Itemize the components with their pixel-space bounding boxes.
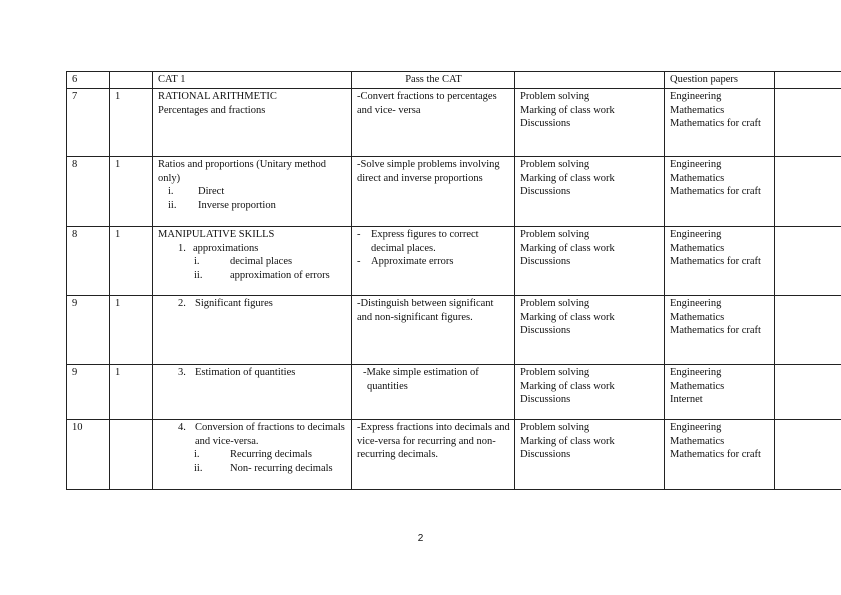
topic-cell xyxy=(153,89,352,157)
activity-text: Discussions xyxy=(520,449,571,460)
topic-heading: RATIONAL ARITHMETIC xyxy=(158,91,277,102)
lesson-cell xyxy=(110,72,153,89)
resource-text: Engineering Mathematics xyxy=(670,367,725,392)
activities-cell xyxy=(515,157,665,227)
list-number: 1. xyxy=(178,242,186,254)
list-text: Direct xyxy=(198,186,225,197)
resource-text: Mathematics for craft xyxy=(670,186,761,197)
activity-text: Problem solving xyxy=(520,298,590,309)
table-row xyxy=(67,72,841,89)
activity-text: Discussions xyxy=(520,186,571,197)
list-text: Estimation of quantities xyxy=(195,367,296,378)
topic-cell xyxy=(153,72,352,89)
week-cell: 9 xyxy=(67,296,110,365)
week-cell: 8 xyxy=(67,227,110,296)
objective-cell xyxy=(352,365,515,420)
list-text: approximation of errors xyxy=(230,269,330,281)
week-cell: 8 xyxy=(67,157,110,227)
list-number: 2. xyxy=(178,298,186,309)
table-row xyxy=(67,89,841,157)
objective-text: Pass the CAT xyxy=(405,74,462,85)
list-number: i. xyxy=(194,449,200,460)
resource-text: Engineering Mathematics xyxy=(670,298,725,323)
activities-cell xyxy=(515,72,665,89)
resource-text: Mathematics for craft xyxy=(670,449,761,460)
remarks-cell xyxy=(775,72,841,89)
resources-cell xyxy=(665,72,775,89)
topic-list-item xyxy=(158,462,347,476)
table-row xyxy=(67,227,841,296)
list-number: 4. xyxy=(178,422,186,433)
activity-text: Problem solving xyxy=(520,229,590,240)
activity-text: Problem solving xyxy=(520,159,590,170)
lesson-cell: 1 xyxy=(110,89,153,157)
objective-text: Express figures to correct decimal places. xyxy=(371,229,479,254)
resource-text: Engineering Mathematics xyxy=(670,229,725,254)
activity-text: Problem solving xyxy=(520,367,590,378)
list-number: i. xyxy=(194,256,200,267)
objective-text: Approximate errors xyxy=(371,256,454,267)
activity-text: Problem solving xyxy=(520,422,590,433)
list-text: Non- recurring decimals xyxy=(230,462,333,474)
week-cell: 6 xyxy=(67,72,110,89)
list-number: ii. xyxy=(194,462,203,474)
bullet-dash: - xyxy=(357,229,361,240)
activity-text: Discussions xyxy=(520,394,571,405)
resource-text: Internet xyxy=(670,394,703,405)
remarks-cell xyxy=(775,365,841,420)
resource-text: Mathematics for craft xyxy=(670,118,761,129)
resources-cell xyxy=(665,420,775,490)
table-row xyxy=(67,420,841,490)
resource-text: Engineering Mathematics xyxy=(670,159,725,184)
topic-list-item xyxy=(158,255,347,269)
lesson-cell: 1 xyxy=(110,296,153,365)
resource-text: Engineering Mathematics xyxy=(670,91,725,116)
lesson-cell: 1 xyxy=(110,365,153,420)
list-text: Recurring decimals xyxy=(230,449,312,460)
list-text: decimal places xyxy=(230,256,293,267)
resources-cell xyxy=(665,227,775,296)
lesson-cell: 1 xyxy=(110,157,153,227)
resource-text: Mathematics for craft xyxy=(670,325,761,336)
objective-cell xyxy=(352,72,515,89)
activity-text: Problem solving xyxy=(520,91,590,102)
table-row xyxy=(67,296,841,365)
objective-cell xyxy=(352,420,515,490)
topic-cell xyxy=(153,227,352,296)
list-text: approximations xyxy=(193,242,259,254)
activity-text: Marking of class work xyxy=(520,435,615,447)
activities-cell xyxy=(515,296,665,365)
objective-bullet xyxy=(357,255,510,269)
activity-text: Marking of class work xyxy=(520,311,615,323)
page-number: 2 xyxy=(417,533,424,544)
scheme-of-work-table xyxy=(66,71,841,490)
topic-list-item xyxy=(158,448,347,462)
resources-cell xyxy=(665,365,775,420)
objective-cell xyxy=(352,227,515,296)
bullet-dash: - xyxy=(357,256,361,267)
activity-text: Discussions xyxy=(520,256,571,267)
remarks-cell xyxy=(775,296,841,365)
activity-text: Discussions xyxy=(520,118,571,129)
list-number: 3. xyxy=(178,367,186,378)
list-number: i. xyxy=(168,186,174,197)
activity-text: Marking of class work xyxy=(520,172,615,184)
objective-text: -Express fractions into decimals and vice-versa for recurring and non- recurring decimals. xyxy=(357,422,510,460)
resource-text: Question papers xyxy=(670,74,738,85)
list-text: Inverse proportion xyxy=(198,199,276,211)
list-text: Significant figures xyxy=(195,298,273,309)
activity-text: Marking of class work xyxy=(520,104,615,116)
week-cell: 7 xyxy=(67,89,110,157)
activity-text: Marking of class work xyxy=(520,242,615,254)
lesson-cell: 1 xyxy=(110,227,153,296)
activities-cell xyxy=(515,89,665,157)
activity-text: Marking of class work xyxy=(520,380,615,392)
topic-numbered-item xyxy=(158,297,347,311)
objective-text: -Solve simple problems involving direct and inverse proportions xyxy=(357,159,500,184)
topic-heading: MANIPULATIVE SKILLS xyxy=(158,229,275,240)
objective-cell xyxy=(352,157,515,227)
list-text: Conversion of fractions to decimals and vice-versa. xyxy=(195,422,345,447)
objective-cell xyxy=(352,89,515,157)
topic-list-item xyxy=(158,185,347,199)
resources-cell xyxy=(665,89,775,157)
topic-numbered-item xyxy=(158,421,347,448)
topic-cell xyxy=(153,157,352,227)
resource-text: Mathematics for craft xyxy=(670,256,761,267)
topic-text: Percentages and fractions xyxy=(158,104,266,116)
activity-text: Discussions xyxy=(520,325,571,336)
remarks-cell xyxy=(775,157,841,227)
topic-list-item xyxy=(158,199,347,213)
remarks-cell xyxy=(775,420,841,490)
resources-cell xyxy=(665,157,775,227)
topic-cell xyxy=(153,365,352,420)
remarks-cell xyxy=(775,89,841,157)
resources-cell xyxy=(665,296,775,365)
topic-text: CAT 1 xyxy=(158,74,186,85)
objective-cell xyxy=(352,296,515,365)
table-row xyxy=(67,365,841,420)
topic-numbered-item xyxy=(158,242,347,256)
week-cell: 10 xyxy=(67,420,110,490)
topic-list-item xyxy=(158,269,347,283)
lesson-cell xyxy=(110,420,153,490)
objective-bullet xyxy=(357,228,510,255)
remarks-cell xyxy=(775,227,841,296)
table-row xyxy=(67,157,841,227)
topic-cell xyxy=(153,296,352,365)
week-cell: 9 xyxy=(67,365,110,420)
activities-cell xyxy=(515,365,665,420)
activities-cell xyxy=(515,227,665,296)
topic-cell xyxy=(153,420,352,490)
objective-text: -Make simple estimation of quantities xyxy=(363,367,479,392)
resource-text: Engineering Mathematics xyxy=(670,422,725,447)
topic-text: Ratios and proportions (Unitary method only) xyxy=(158,159,326,184)
objective-text: -Distinguish between significant and non-significant figures. xyxy=(357,298,494,323)
list-number: ii. xyxy=(168,199,177,211)
objective-text: -Convert fractions to percentages and vice- versa xyxy=(357,91,505,116)
topic-numbered-item xyxy=(158,366,347,380)
activities-cell xyxy=(515,420,665,490)
list-number: ii. xyxy=(194,269,203,281)
